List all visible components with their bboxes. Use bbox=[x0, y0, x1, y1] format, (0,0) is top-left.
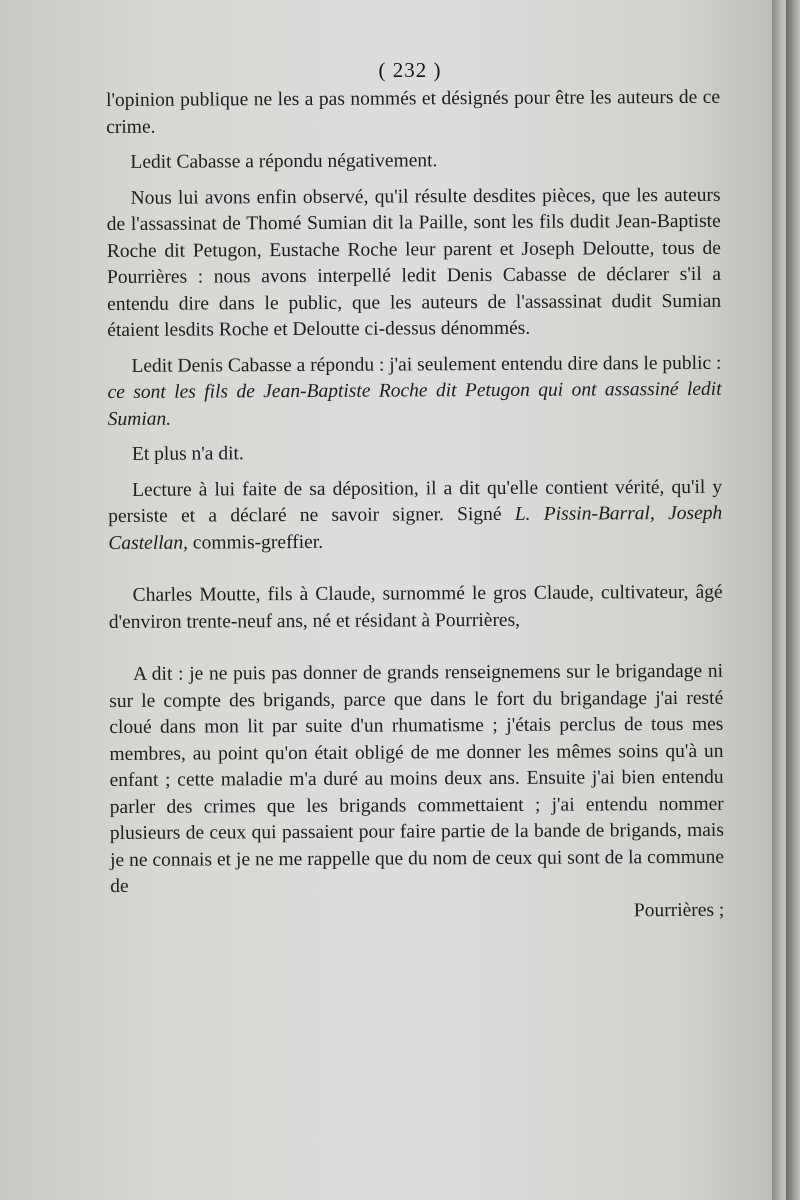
signature-name: Joseph Castellan, bbox=[108, 502, 723, 554]
paragraph-text: Ledit Denis Cabasse a répondu : j'ai seulement entendu dire dans le public : bbox=[131, 352, 722, 377]
signature-name: L. Pissin-Barral, bbox=[514, 503, 655, 525]
quoted-text: ce sont les fils de Jean-Baptiste Roche dit Petugon qui ont assassiné ledit Sumian. bbox=[107, 378, 722, 430]
paragraph: Et plus n'a dit. bbox=[131, 443, 244, 465]
paragraph: Nous lui avons enfin observé, qu'il résulte desdites pièces, que les auteurs de l'assassinat de Thomé Sumian dit la Paille, sont les fils dudit Jean-Baptiste Roche dit Petugon, Eustache Roche leur parent et Joseph Deloutte, tous de Pourrières : nous avons interpellé ledit Denis Cabasse de déclarer s'il a entendu dire dans le public, que les auteurs de l'assassinat dudit Sumian étaient lesdits Roche et Deloutte ci-dessus dénommés. bbox=[106, 184, 722, 341]
paragraph-text: Lecture à lui faite de sa déposition, il a dit qu'elle contient vérité, qu'il y persiste et a déclaré ne savoir signer. Signé bbox=[108, 476, 723, 527]
paragraph: Charles Moutte, fils à Claude, surnommé le gros Claude, cultivateur, âgé d'environ trente-neuf ans, né et résidant à Pourrières, bbox=[108, 581, 723, 633]
paragraph bbox=[108, 474, 722, 557]
page-number: ( 232 ) bbox=[378, 58, 442, 82]
paragraph: A dit : je ne puis pas donner de grands renseignemens sur le brigandage ni sur le compte des brigands, parce que dans le fort du brigandage j'ai resté cloué dans mon lit par suite d'un rhumatisme ; j'étais perclus de tous mes membres, au point qu'on était obligé de me donner les mêmes soins qu'à un enfant ; cette maladie m'a duré au moins deux ans. Ensuite j'ai bien entendu parler des crimes que les brigands commettaient ; j'ai entendu nommer plusieurs de ceux qui passaient pour faire partie de la bande de brigands, mais je ne connais et je ne me rappelle que du nom de ceux qui sont de la commune de bbox=[109, 660, 725, 897]
catchword: Pourrières ; bbox=[633, 899, 725, 921]
paragraph bbox=[107, 350, 721, 433]
body-text bbox=[106, 85, 724, 927]
paragraph: l'opinion publique ne les a pas nommés et désignés pour être les auteurs de ce crime. bbox=[106, 86, 721, 138]
page-edge-shadow bbox=[786, 0, 800, 1200]
paragraph-text: commis-greffier. bbox=[192, 531, 324, 554]
paragraph: Ledit Cabasse a répondu négativement. bbox=[130, 150, 438, 173]
